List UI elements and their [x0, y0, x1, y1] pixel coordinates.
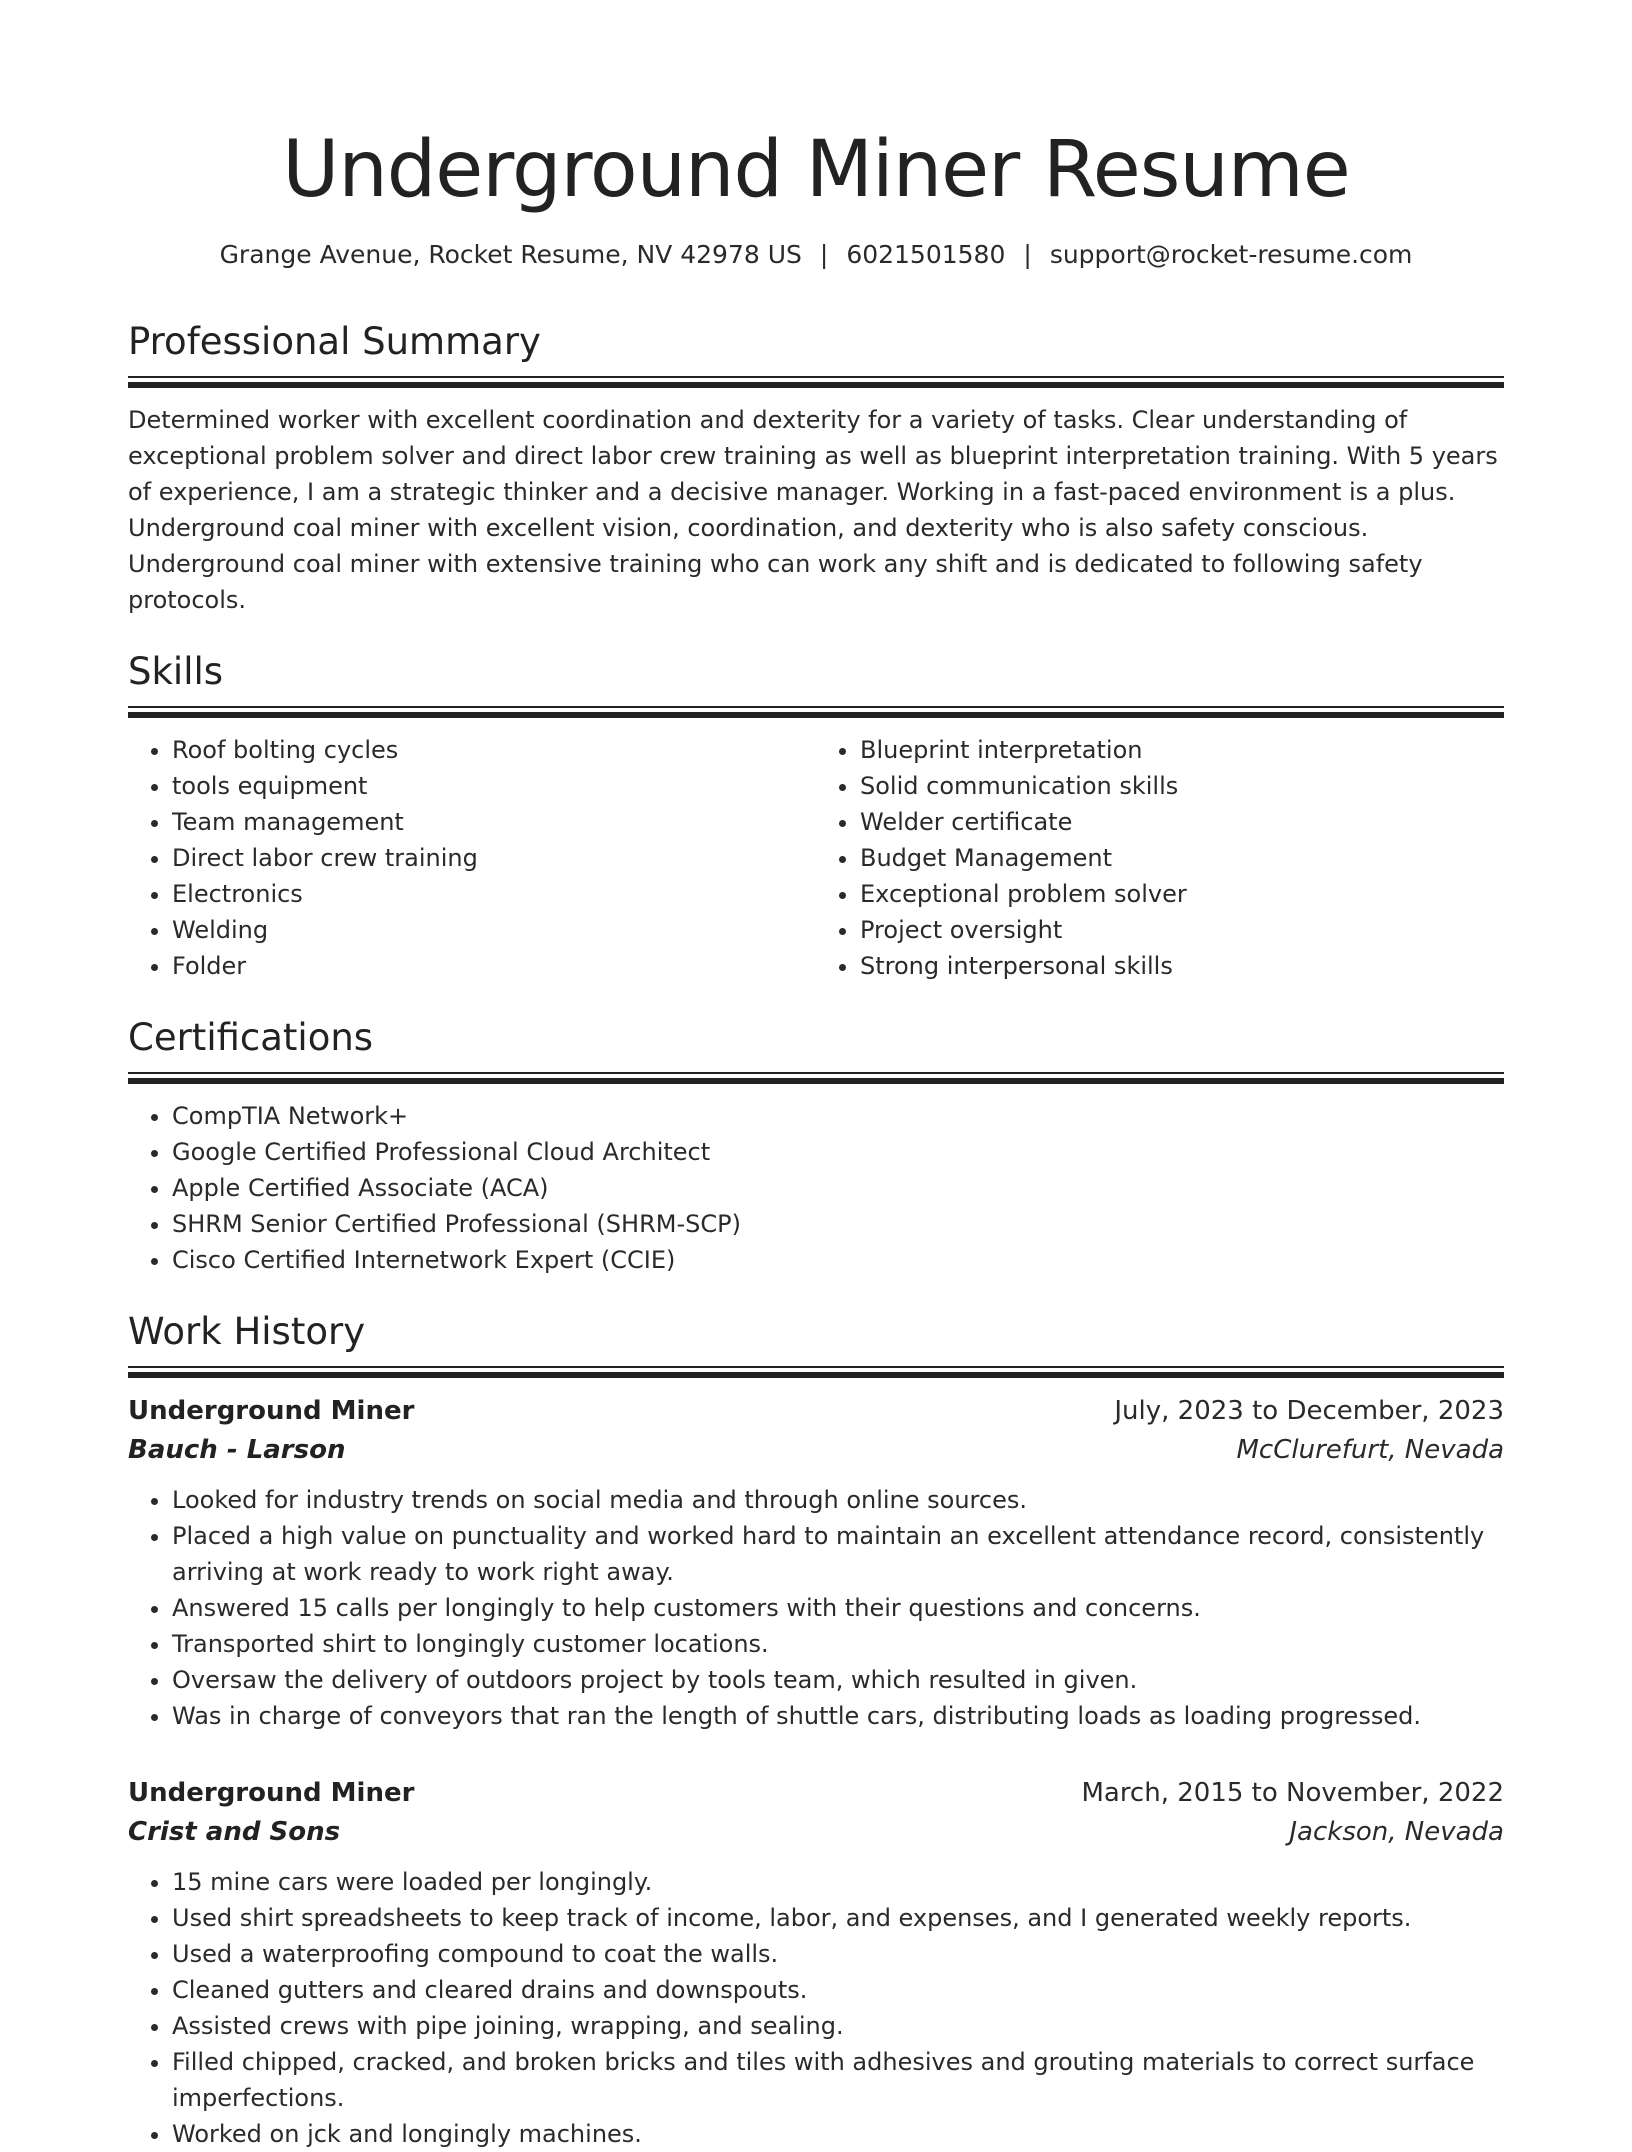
certification-item: • Google Certified Professional Cloud Architect	[172, 1134, 1504, 1170]
job-duty: • Was in charge of conveyors that ran the length of shuttle cars, distributing loads as loading progressed.	[172, 1698, 1504, 1734]
job-duties-list	[128, 1864, 1504, 2152]
skill-item: • Blueprint interpretation	[860, 732, 1504, 768]
job-duty: • Used a waterproofing compound to coat the walls.	[172, 1936, 1504, 1972]
skills-grid	[128, 732, 1504, 984]
skill-item: • Team management	[172, 804, 816, 840]
certification-item: • Apple Certified Associate (ACA)	[172, 1170, 1504, 1206]
job-duty: • Filled chipped, cracked, and broken bricks and tiles with adhesives and grouting materials to correct surface imperfections.	[172, 2044, 1504, 2116]
contact-separator: |	[819, 240, 829, 269]
skills-section	[128, 648, 1504, 984]
certifications-section	[128, 1014, 1504, 1278]
skill-item: • Welder certificate	[860, 804, 1504, 840]
job-location: Jackson, Nevada	[1289, 1817, 1504, 1847]
job-company: Bauch - Larson	[128, 1435, 346, 1465]
contact-address: Grange Avenue, Rocket Resume, NV 42978 US	[219, 240, 802, 269]
skill-item: • Electronics	[172, 876, 816, 912]
summary-heading: Professional Summary	[128, 320, 541, 363]
job-duty: • Oversaw the delivery of outdoors project by tools team, which resulted in given.	[172, 1662, 1504, 1698]
skill-item: • Strong interpersonal skills	[860, 948, 1504, 984]
skill-item: • Budget Management	[860, 840, 1504, 876]
job-dates: March, 2015 to November, 2022	[1081, 1778, 1504, 1808]
summary-section	[128, 318, 1504, 618]
section-divider	[128, 1072, 1504, 1084]
job-header-row	[128, 1392, 1504, 1430]
job-company-row	[128, 1812, 1504, 1852]
skills-list-right	[816, 732, 1504, 984]
certification-item: • Cisco Certified Internetwork Expert (CCIE)	[172, 1242, 1504, 1278]
certification-item: • SHRM Senior Certified Professional (SHRM-SCP)	[172, 1206, 1504, 1242]
job-title: Underground Miner	[128, 1778, 415, 1808]
job-duty: • Placed a high value on punctuality and worked hard to maintain an excellent attendance record, consistently arriving at work ready to work right away.	[172, 1518, 1504, 1590]
job-title: Underground Miner	[128, 1396, 415, 1426]
job-company: Crist and Sons	[128, 1817, 341, 1847]
skills-list-left	[128, 732, 816, 984]
work-history-heading: Work History	[128, 1310, 366, 1353]
job-entry	[128, 1774, 1504, 2152]
resume-title: Underground Miner Resume	[282, 125, 1350, 215]
job-duty: • Answered 15 calls per longingly to help customers with their questions and concerns.	[172, 1590, 1504, 1626]
job-duty: • Assisted crews with pipe joining, wrapping, and sealing.	[172, 2008, 1504, 2044]
job-duty: • 15 mine cars were loaded per longingly.	[172, 1864, 1504, 1900]
job-location: McClurefurt, Nevada	[1236, 1435, 1504, 1465]
skill-item: • Roof bolting cycles	[172, 732, 816, 768]
skill-item: • Project oversight	[860, 912, 1504, 948]
job-duty: • Transported shirt to longingly customer locations.	[172, 1626, 1504, 1662]
skill-item: • Direct labor crew training	[172, 840, 816, 876]
skill-item: • tools equipment	[172, 768, 816, 804]
contact-phone: 6021501580	[846, 240, 1006, 269]
job-duty: • Looked for industry trends on social media and through online sources.	[172, 1482, 1504, 1518]
job-entry	[128, 1392, 1504, 1734]
skill-item: • Welding	[172, 912, 816, 948]
job-company-row	[128, 1430, 1504, 1470]
job-duty: • Cleaned gutters and cleared drains and downspouts.	[172, 1972, 1504, 2008]
job-duty: • Worked on jck and longingly machines.	[172, 2116, 1504, 2152]
job-dates: July, 2023 to December, 2023	[1114, 1396, 1504, 1426]
job-duties-list	[128, 1482, 1504, 1734]
skill-item: • Folder	[172, 948, 816, 984]
summary-text: Determined worker with excellent coordination and dexterity for a variety of tasks. Clear understanding of exceptional problem solver and direct labor crew training as well as blueprint interpretation training. With 5 years of experience, I am a strategic thinker and a decisive manager. Working in a fast-paced environment is a plus. Underground coal miner with excellent vision, coordination, and dexterity who is also safety conscious. Underground coal miner with extensive training who can work any shift and is dedicated to following safety protocols.	[128, 406, 1498, 614]
skills-heading: Skills	[128, 650, 224, 693]
skill-item: • Solid communication skills	[860, 768, 1504, 804]
contact-email: support@rocket-resume.com	[1049, 240, 1413, 269]
certification-item: • CompTIA Network+	[172, 1098, 1504, 1134]
section-divider	[128, 1366, 1504, 1378]
section-divider	[128, 376, 1504, 388]
job-header-row	[128, 1774, 1504, 1812]
contact-separator: |	[1023, 240, 1032, 269]
certifications-heading: Certifications	[128, 1016, 374, 1059]
job-duty: • Used shirt spreadsheets to keep track of income, labor, and expenses, and I generated weekly reports.	[172, 1900, 1504, 1936]
skill-item: • Exceptional problem solver	[860, 876, 1504, 912]
certifications-list	[128, 1098, 1504, 1278]
contact-line	[128, 238, 1504, 272]
section-divider	[128, 706, 1504, 718]
work-history-section	[128, 1308, 1504, 2152]
